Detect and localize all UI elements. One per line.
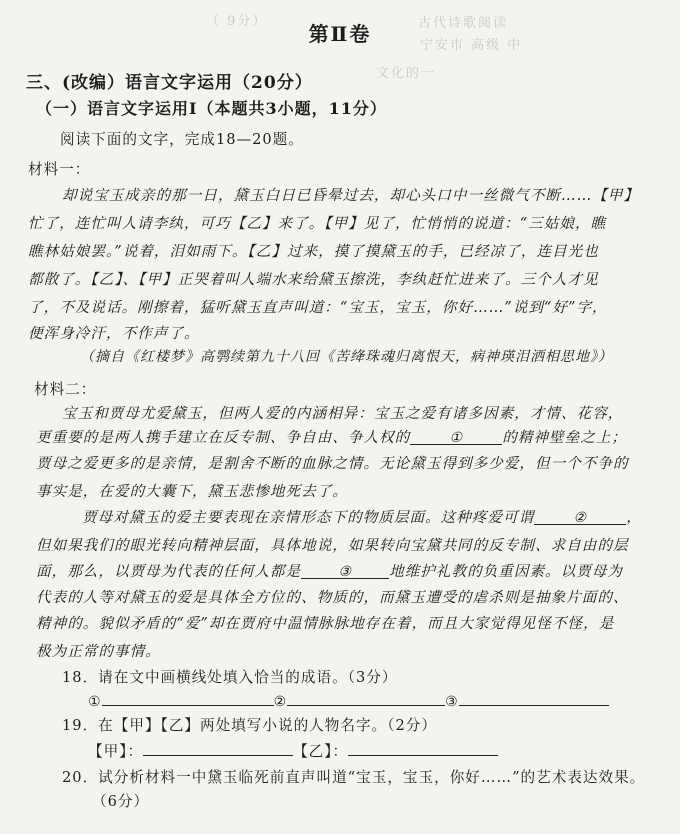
yi-answer-blank[interactable] [348,740,498,756]
material-one-label: 材料一： [28,161,91,178]
question-18-answers [88,690,609,710]
bleed-through-text: 宁安市 高级 中 [420,38,523,53]
text-run: 的精神壁垒之上； [502,429,628,446]
text-run: 贾母对黛玉的爱主要表现在亲情形态下的物质层面。这种疼爱可谓 [82,509,535,526]
blank-number: ① [449,430,464,446]
question-19: 19．在【甲】【乙】两处填写小说的人物名字。（2分） [62,717,437,734]
material-two-line: 事实是，在爱的大囊下，黛玉悲惨地死去了。 [36,483,348,500]
instruction-text: 阅读下面的文字，完成18—20题。 [60,131,304,148]
question-19-answers [88,740,498,761]
blank-1[interactable] [410,429,502,445]
text-run: 面，那么，以贾母为代表的任何人都是 [36,563,302,580]
material-two-line: 极为正常的事情。 [36,643,161,660]
material-one-line: 便浑身冷汗，不作声了。 [28,325,200,342]
text-run: 地维护礼教的负重因素。以贾母为 [389,563,624,580]
blank-number: ③ [338,564,352,580]
material-one-line: 忙了，连忙叫人请李纨，可巧【乙】来了。【甲】见了，忙悄悄的说道：“三姑娘，瞧 [28,215,607,232]
answer-number: ③ [445,694,459,710]
subsection-heading: （一）语言文字运用Ⅰ（本题共3小题，11分） [36,99,387,118]
section-heading: 三、(改编）语言文字运用（20分） [26,73,313,93]
material-two-line: 但如果我们的眼光转向精神层面，具体地说，如果转向宝黛共同的反专制、求自由的层 [36,537,629,554]
material-two-line: 贾母之爱更多的是亲情，是割舍不断的血脉之情。无论黛玉得到多少爱，但一个不争的 [36,455,629,472]
bleed-through-text: 古代诗歌阅读 [418,16,509,31]
material-two-line [36,560,623,581]
material-one-line: 了，不及说话。刚擦着，猛听黛玉直声叫道：“宝玉，宝玉，你好……”说到“好”字， [28,299,608,316]
yi-label: 【乙】： [293,743,349,760]
material-one-line: 却说宝玉成亲的那一日，黛玉白日已昏晕过去，却心头口中一丝微气不断……【甲】 [62,187,639,204]
material-two-line: 精神的。貌似矛盾的“爱”却在贾府中温情脉脉地存在着，而且大家觉得见怪不怪，是 [36,615,615,632]
text-run: 更重要的是两人携手建立在反专制、争自由、争人权的 [36,429,411,446]
bleed-through-text: （ 9分） [206,14,268,29]
material-two-line: 宝玉和贾母尤爱黛玉，但两人爱的内涵相异：宝玉之爱有诸多因素，才情、花容， [62,405,624,422]
jia-answer-blank[interactable] [143,740,293,756]
bleed-through-text: 文化的一 [376,66,437,81]
material-two-line: 代表的人等对黛玉的爱是具体全方位的、物质的，而黛玉遭受的虐杀则是抽象片面的、 [36,589,629,606]
material-two-line [36,426,627,447]
question-20-score: （6分） [92,793,150,810]
answer-blank-1[interactable] [102,690,274,706]
material-two-line [82,506,642,527]
material-one-line: 都散了。【乙】、【甲】正哭着叫人端水来给黛玉擦洗，李纨赶忙进来了。三个人才见 [28,271,599,288]
blank-2[interactable] [534,509,626,525]
question-20: 20．试分析材料一中黛玉临死前直声叫道“宝玉，宝玉，你好……”的艺术表达效果。 [62,769,646,786]
answer-number: ① [88,694,102,710]
material-one-line: 瞧林姑娘罢。”说着，泪如雨下。【乙】过来，摸了摸黛玉的手，已经凉了，连目光也 [28,243,599,260]
question-18: 18．请在文中画横线处填入恰当的成语。（3分） [62,669,398,686]
answer-number: ② [273,694,288,710]
blank-number: ② [573,510,588,526]
answer-blank-2[interactable] [287,690,445,706]
jia-label: 【甲】： [88,743,144,760]
answer-blank-3[interactable] [459,690,609,706]
text-run: ， [626,509,642,526]
page-title: 第Ⅱ卷 [308,22,372,46]
blank-3[interactable] [301,563,389,579]
material-one-source: （摘自《红楼梦》高鹗续第九十八回《苦绛珠魂归离恨天，病神瑛泪洒相思地》） [80,349,613,365]
material-two-label: 材料二： [34,381,97,398]
